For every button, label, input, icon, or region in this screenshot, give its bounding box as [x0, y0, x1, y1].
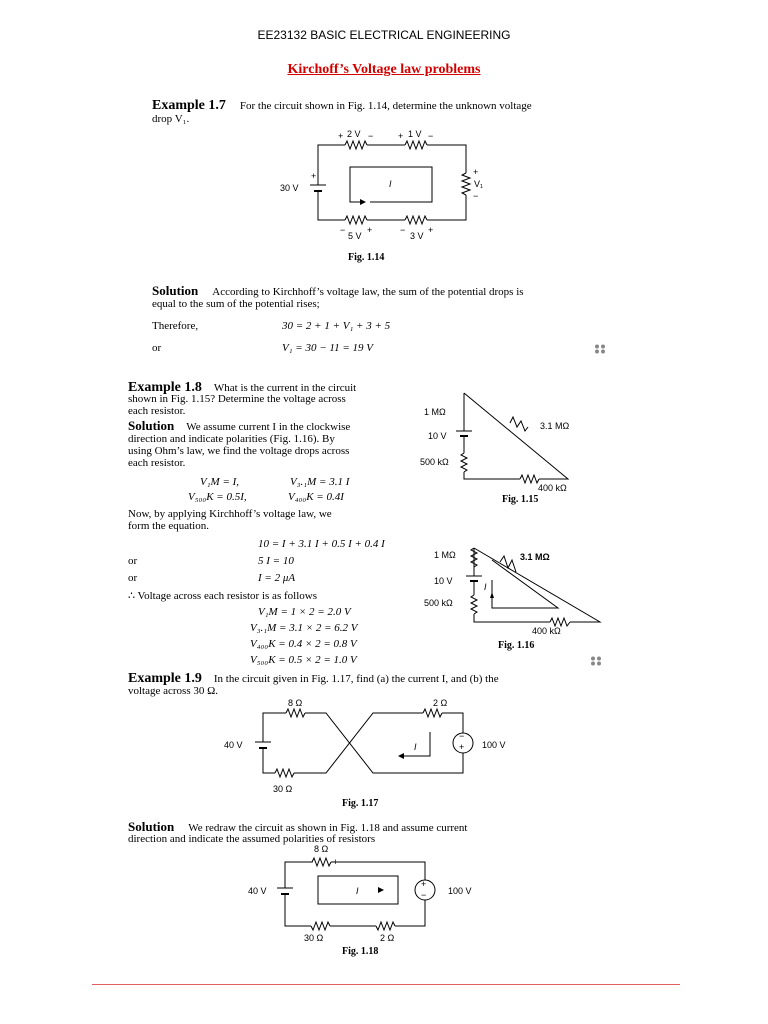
end-of-example-icon [590, 656, 604, 666]
drop-equation: V₅₀₀K = 0.5I, [188, 491, 247, 503]
question-text-line2: drop V₁. [152, 113, 190, 125]
fig-caption: Fig. 1.17 [342, 798, 379, 809]
solution-text: direction and indicate polarities (Fig. 1.16). By [128, 433, 335, 445]
plus-sign: + [311, 171, 317, 181]
source-label: 10 V [434, 576, 453, 586]
drop-equation: V₄₀₀K = 0.4I [288, 491, 344, 503]
drop-equation: V₁M = I, [200, 476, 240, 488]
result-equation: V₃.₁M = 3.1 × 2 = 6.2 V [250, 622, 358, 634]
equation: 30 = 2 + 1 + V₁ + 3 + 5 [282, 320, 391, 332]
resistor-label: 2 Ω [433, 698, 448, 708]
minus-sign: − [340, 225, 346, 235]
fig-caption: Fig. 1.14 [348, 252, 385, 263]
therefore-text: Therefore, [152, 320, 199, 332]
solution-text: According to Kirchhoff’s voltage law, the sum of the potential drops is [212, 286, 524, 298]
minus-sign: − [473, 191, 479, 201]
therefore-text: ∴ Voltage across each resistor is as follows [128, 590, 317, 602]
example-label: Example 1.9 [128, 671, 202, 686]
equation: I = 2 μA [258, 572, 296, 584]
drop-equation: V₃.₁M = 3.1 I [290, 476, 350, 488]
circuit-fig-1-18 [240, 844, 520, 944]
question-text: each resistor. [128, 405, 186, 417]
plus-sign: + [398, 131, 404, 141]
question-text: For the circuit shown in Fig. 1.14, determine the unknown voltage [239, 100, 532, 112]
source-label: 40 V [224, 740, 243, 750]
solution-text-line2: direction and indicate the assumed polarities of resistors [128, 833, 376, 845]
resistor-label: 1 MΩ [434, 550, 456, 560]
source-label: 40 V [248, 886, 267, 896]
source-label: 100 V [448, 886, 472, 896]
example-1-7-heading [152, 96, 532, 114]
or-text: or [152, 342, 162, 354]
result-equation: V₁M = 1 × 2 = 2.0 V [258, 606, 351, 618]
question-text: In the circuit given in Fig. 1.17, find (a) the current I, and (b) the [213, 673, 499, 685]
resistor-label: 30 Ω [304, 933, 324, 943]
minus-sign: − [421, 890, 427, 900]
resistor-label: 1 MΩ [424, 407, 446, 417]
resistor-label: 400 kΩ [532, 626, 561, 636]
resistor-label: 5 V [348, 231, 362, 241]
solution-text: We redraw the circuit as shown in Fig. 1.18 and assume current [188, 822, 468, 834]
resistor-label: 1 V [408, 129, 422, 139]
resistor-label: 3 V [410, 231, 424, 241]
example-label: Example 1.7 [152, 98, 226, 113]
question-text: shown in Fig. 1.15? Determine the voltage across [128, 393, 346, 405]
result-equation: V₅₀₀K = 0.5 × 2 = 1.0 V [250, 654, 357, 666]
plus-sign: + [338, 131, 344, 141]
resistor-label: 500 kΩ [424, 598, 453, 608]
resistor-label: 30 Ω [273, 784, 293, 794]
source-label: 100 V [482, 740, 506, 750]
minus-sign: − [400, 225, 406, 235]
circuit-fig-1-16 [420, 540, 610, 640]
circuit-fig-1-17 [218, 698, 518, 798]
question-text-line2: voltage across 30 Ω. [128, 685, 219, 697]
plus-sign: + [367, 225, 373, 235]
solution-label: Solution [128, 819, 175, 834]
solution-text-line2: equal to the sum of the potential rises; [152, 298, 320, 310]
plus-sign: + [459, 742, 465, 752]
plus-sign: + [333, 857, 339, 867]
course-header: EE23132 BASIC ELECTRICAL ENGINEERING [257, 28, 511, 42]
resistor-label: 500 kΩ [420, 457, 449, 467]
applying-text: Now, by applying Kirchhoff’s voltage law, we [128, 508, 332, 520]
source-label: 10 V [428, 431, 447, 441]
resistor-label: 2 V [347, 129, 361, 139]
result-equation: V₄₀₀K = 0.4 × 2 = 0.8 V [250, 638, 357, 650]
minus-sign: − [428, 131, 434, 141]
current-label: I [414, 742, 417, 752]
resistor-label: V₁ [474, 179, 484, 189]
equation: 5 I = 10 [258, 555, 294, 567]
minus-sign: − [308, 857, 314, 867]
resistor-label: 8 Ω [288, 698, 303, 708]
solution-text: each resistor. [128, 457, 186, 469]
applying-text: form the equation. [128, 520, 209, 532]
page-subtitle: Kirchoff’s Voltage law problems [287, 62, 481, 77]
fig-caption: Fig. 1.18 [342, 946, 379, 957]
or-text: or [128, 572, 138, 584]
fig-caption: Fig. 1.16 [498, 640, 535, 651]
resistor-label: 400 kΩ [538, 483, 567, 493]
plus-sign: + [428, 225, 434, 235]
resistor-label: 8 Ω [314, 844, 329, 854]
resistor-label: 2 Ω [380, 933, 395, 943]
fig-caption: Fig. 1.15 [502, 494, 539, 505]
minus-sign: − [368, 131, 374, 141]
equation: V₁ = 30 − 11 = 19 V [282, 342, 373, 354]
resistor-label: 3.1 MΩ [520, 552, 550, 562]
minus-sign: − [459, 731, 465, 741]
end-of-example-icon [594, 344, 608, 354]
solution-label: Solution [152, 283, 199, 298]
solution-text: We assume current I in the clockwise [186, 421, 351, 433]
plus-sign: + [473, 167, 479, 177]
source-label: 30 V [280, 183, 299, 193]
question-text: What is the current in the circuit [213, 382, 357, 394]
current-label: I [389, 179, 392, 189]
solution-text: using Ohm’s law, we find the voltage drops across [128, 445, 350, 457]
current-label: I [484, 582, 487, 592]
circuit-fig-1-14 [270, 125, 490, 255]
footer-rule [92, 984, 680, 985]
or-text: or [128, 555, 138, 567]
current-label: I [356, 886, 359, 896]
equation: 10 = I + 3.1 I + 0.5 I + 0.4 I [258, 538, 385, 550]
plus-sign: + [421, 879, 427, 889]
example-label: Example 1.8 [128, 380, 202, 395]
circuit-fig-1-15 [420, 385, 600, 495]
solution-label: Solution [128, 418, 175, 433]
resistor-label: 3.1 MΩ [540, 421, 570, 431]
